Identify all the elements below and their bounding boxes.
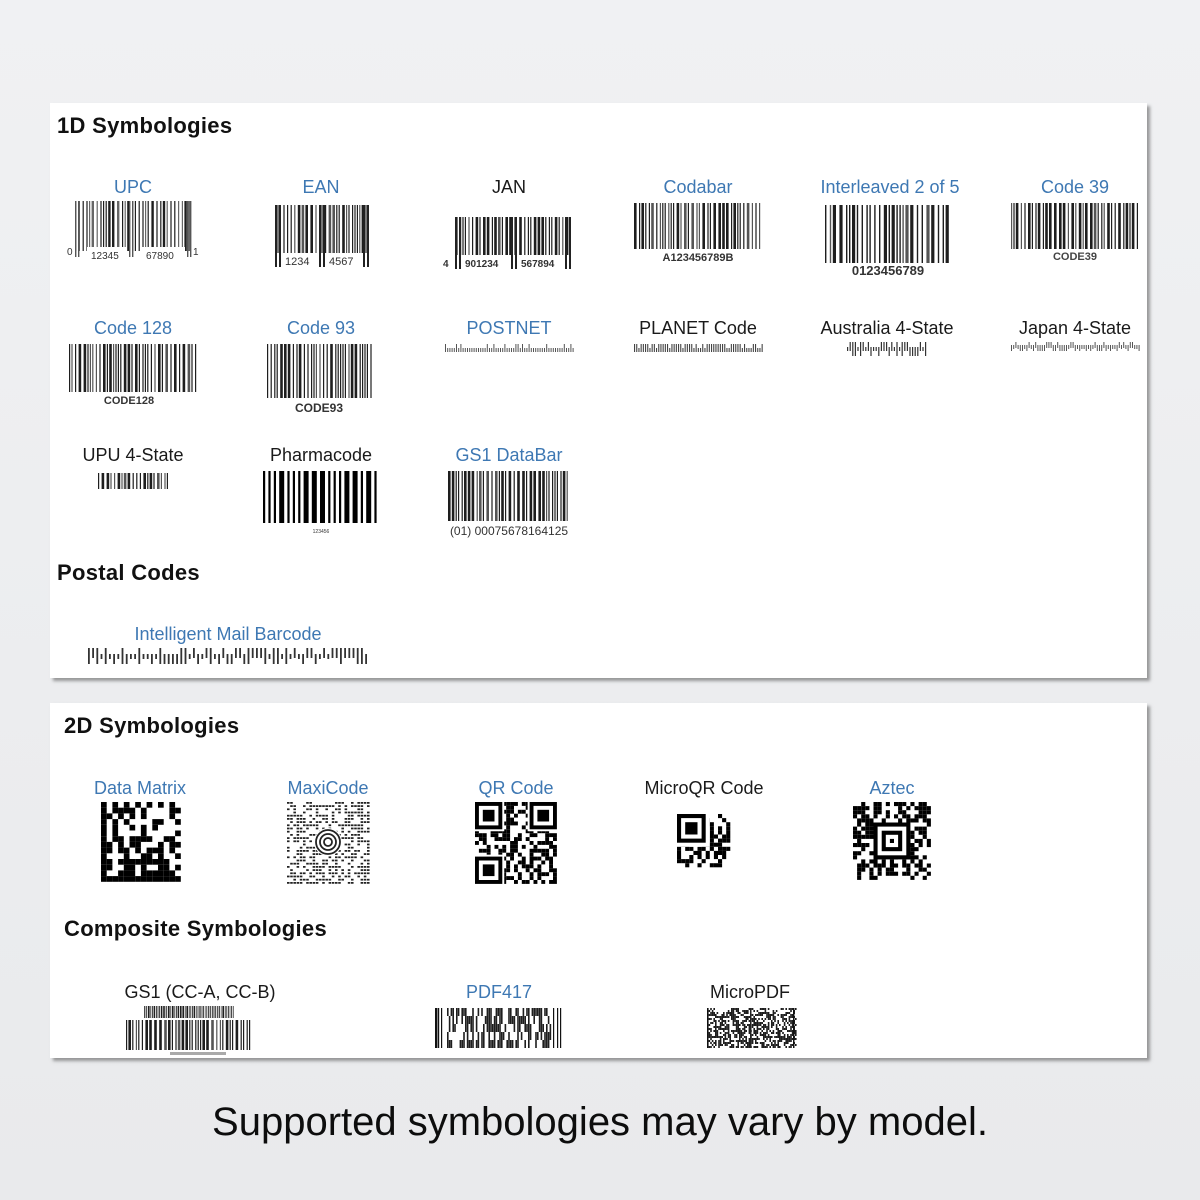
symbology-label[interactable]: POSTNET [466, 318, 552, 338]
two-d-symbologies-panel [50, 703, 1147, 1058]
symbology-label[interactable]: JAN [491, 177, 526, 197]
symbology-label[interactable]: MaxiCode [287, 778, 369, 798]
symbology-label[interactable]: QR Code [478, 778, 554, 798]
symbology-label[interactable]: Pharmacode [269, 445, 373, 465]
maxicode-code-icon [283, 798, 373, 884]
symbology-label[interactable]: Code 39 [1040, 177, 1110, 197]
postnet-barcode-icon [439, 338, 579, 358]
symbology-label[interactable]: GS1 DataBar [455, 445, 563, 465]
code-39-barcode-icon [1005, 197, 1145, 271]
code-128-barcode-icon [63, 338, 203, 404]
svg-text:123456: 123456 [312, 529, 330, 535]
symbology-label[interactable]: GS1 (CC-A, CC-B) [124, 982, 276, 1002]
pdf417-barcode-icon [419, 1002, 579, 1052]
symbology-label[interactable]: MicroQR Code [644, 778, 764, 798]
symbology-label[interactable]: PDF417 [465, 982, 533, 1002]
svg-text:CODE128: CODE128 [103, 395, 155, 404]
footer-note: Supported symbologies may vary by model. [212, 1100, 988, 1144]
symbology-label[interactable]: Aztec [869, 778, 915, 798]
symbology-label[interactable]: EAN [302, 177, 340, 197]
symbology-maxicode[interactable] [268, 778, 388, 884]
section-title-composite: Composite Symbologies [64, 916, 328, 941]
intelligent-mail-barcode-icon [78, 644, 378, 670]
symbology-upc[interactable] [63, 177, 203, 263]
symbology-gs1-databar[interactable] [434, 445, 584, 541]
symbology-label[interactable]: Codabar [663, 177, 733, 197]
jan-barcode-icon [439, 197, 579, 271]
symbology-label[interactable]: Interleaved 2 of 5 [820, 177, 960, 197]
symbology-planet-code[interactable] [628, 318, 768, 358]
symbology-codabar[interactable] [628, 177, 768, 271]
symbology-ean[interactable] [251, 177, 391, 271]
symbology-label[interactable]: PLANET Code [639, 318, 757, 338]
ean-barcode-icon [251, 197, 391, 271]
interleaved-2-of-5-barcode-icon [805, 197, 975, 277]
svg-text:CODE39: CODE39 [1052, 251, 1098, 263]
svg-text:CODE93: CODE93 [294, 401, 344, 414]
symbology-label[interactable]: Code 93 [286, 318, 356, 338]
symbology-japan-4-state[interactable] [1005, 318, 1145, 358]
svg-text:(01) 00075678164125: (01) 00075678164125 [449, 524, 569, 538]
symbology-code-39[interactable] [1005, 177, 1145, 271]
symbology-aztec[interactable] [832, 778, 952, 884]
svg-text:901234: 901234 [465, 259, 499, 270]
aztec-code-icon [847, 798, 937, 884]
pharmacode-barcode-icon [251, 465, 391, 541]
symbology-qr-code[interactable] [456, 778, 576, 884]
australia-4-state-barcode-icon [807, 338, 967, 360]
symbology-label[interactable]: UPC [113, 177, 152, 197]
symbology-interleaved-2-of-5[interactable] [805, 177, 975, 277]
symbology-gs1-composite[interactable] [100, 982, 300, 1058]
microqr-code-icon [659, 798, 749, 884]
section-title-1d: 1D Symbologies [57, 113, 233, 138]
section-title-postal: Postal Codes [57, 560, 200, 585]
symbology-label[interactable]: UPU 4-State [82, 445, 184, 465]
gs1-composite-barcode-icon [100, 1002, 300, 1058]
code-93-barcode-icon [251, 338, 391, 414]
symbology-micropdf[interactable] [670, 982, 830, 1052]
svg-text:12345: 12345 [91, 251, 119, 262]
qr-code-icon [471, 798, 561, 884]
svg-text:67890: 67890 [146, 251, 174, 262]
symbology-upu-4-state[interactable] [63, 445, 203, 495]
symbology-code-93[interactable] [251, 318, 391, 414]
upc-barcode-icon [63, 197, 203, 263]
symbology-pharmacode[interactable] [251, 445, 391, 541]
symbology-label[interactable]: MicroPDF [710, 982, 790, 1002]
codabar-barcode-icon [628, 197, 768, 271]
section-title-2d: 2D Symbologies [64, 713, 240, 738]
symbology-label[interactable]: Australia 4-State [820, 318, 954, 338]
svg-text:1234: 1234 [285, 256, 310, 268]
svg-text:A123456789B: A123456789B [662, 252, 734, 264]
symbology-label[interactable]: Intelligent Mail Barcode [134, 624, 322, 644]
one-d-symbologies-panel [50, 103, 1147, 678]
svg-text:567894: 567894 [521, 259, 555, 270]
symbology-code-128[interactable] [63, 318, 203, 404]
symbology-label[interactable]: Data Matrix [93, 778, 187, 798]
svg-text:4: 4 [443, 259, 449, 270]
svg-text:0: 0 [67, 247, 73, 258]
svg-text:4567: 4567 [329, 256, 354, 268]
data-matrix-code-icon [95, 798, 185, 884]
gs1-databar-barcode-icon [434, 465, 584, 541]
japan-4-state-barcode-icon [1005, 338, 1145, 358]
symbology-jan[interactable] [439, 177, 579, 271]
symbology-data-matrix[interactable] [80, 778, 200, 884]
symbology-intelligent-mail[interactable] [78, 624, 378, 670]
planet-barcode-icon [628, 338, 768, 358]
svg-text:0123456789: 0123456789 [851, 263, 925, 277]
upu-4-state-barcode-icon [63, 465, 203, 495]
symbology-label[interactable]: Japan 4-State [1018, 318, 1132, 338]
svg-text:1: 1 [193, 247, 199, 258]
symbology-label[interactable]: Code 128 [93, 318, 173, 338]
symbology-pdf417[interactable] [419, 982, 579, 1052]
symbology-postnet[interactable] [439, 318, 579, 358]
micropdf-barcode-icon [670, 1002, 830, 1052]
symbology-australia-4-state[interactable] [807, 318, 967, 360]
symbology-microqr-code[interactable] [644, 778, 764, 884]
